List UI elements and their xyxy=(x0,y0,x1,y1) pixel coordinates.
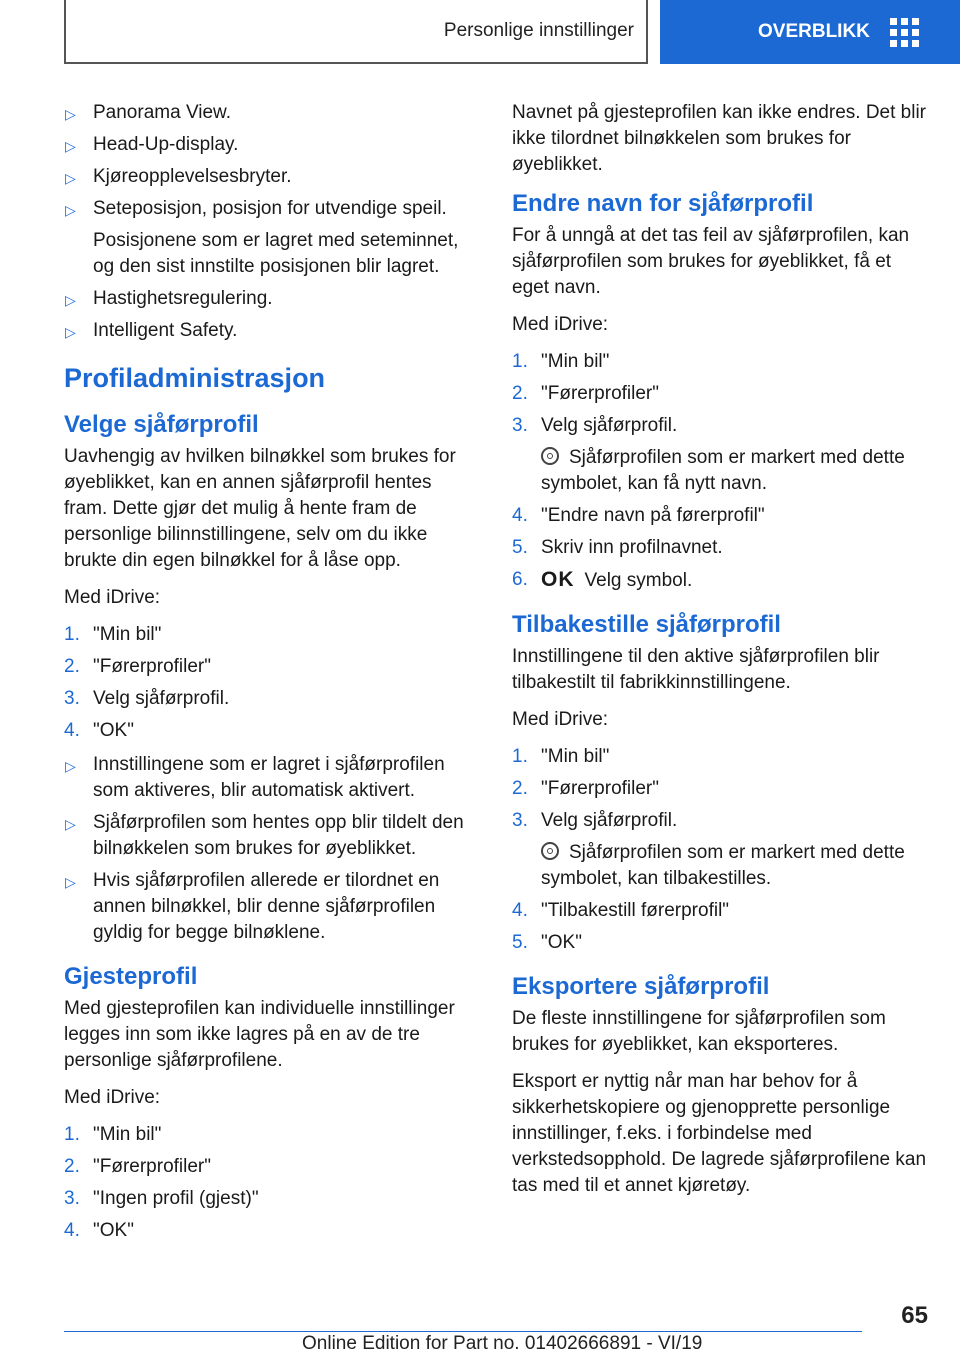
export-paragraph-2: Eksport er nyttig når man har behov for å sikkerhetskopiere og gjenopprette personlige innstillinger, f.eks. i forbindelse med verkstedsopphold. De lagrede sjåførprofilene kan tas med til et annet kjøretøy. xyxy=(512,1071,927,1196)
list-item: 1. "Min bil" xyxy=(64,1124,162,1145)
rename-steps xyxy=(512,349,926,594)
list-item: 5. "OK" xyxy=(512,932,582,953)
grid-menu-icon xyxy=(890,18,919,47)
list-item: ▷ Intelligent Safety. xyxy=(64,318,478,344)
select-steps xyxy=(64,622,478,744)
list-item: 2. "Førerprofiler" xyxy=(64,656,211,677)
heading-select-profile: Velge sjåførprofil xyxy=(64,411,259,438)
reset-step-note: Sjåførprofilen som er markert med dette symbolet, kan tilbakestilles. xyxy=(541,842,905,889)
list-item: ▷ Hvis sjåførprofilen allerede er tilordnet en annen bilnøkkel, blir denne sjåførprofilen gyldig for begge bilnøklene. xyxy=(65,870,440,943)
list-item: 2. "Førerprofiler" xyxy=(64,1156,211,1177)
edition-text: Online Edition for Part no. 01402666891 - VI/19 xyxy=(302,1333,703,1354)
left-column xyxy=(64,100,478,1252)
list-item: ▷ Panorama View. xyxy=(64,100,478,126)
triangle-bullet-icon: ▷ xyxy=(65,106,76,122)
select-intro: Uavhengig av hvilken bilnøkkel som brukes for øyeblikket, kan en annen sjåførprofil hentes fram. Dette gjør det mulig å hente fram de personlige bilinnstillingene, selv om du ikke brukte din egen bilnøkkel for å låse opp. xyxy=(64,446,456,571)
list-item: 2. "Førerprofiler" xyxy=(512,383,659,404)
reset-steps xyxy=(512,744,926,956)
triangle-bullet-icon: ▷ xyxy=(65,170,76,186)
list-item: ▷ Innstillingene som er lagret i sjåførprofilen som aktiveres, blir automatisk aktivert. xyxy=(65,754,445,801)
ok-icon: OK xyxy=(541,568,575,591)
list-item: ▷ Head-Up-display. xyxy=(64,132,478,158)
list-item: 6. OK Velg symbol. xyxy=(512,568,693,591)
guest-intro: Med gjesteprofilen kan individuelle innstillinger legges inn som ikke lagres på en av de tre personlige sjåførprofilene. xyxy=(64,998,455,1071)
heading-rename-profile: Endre navn for sjåførprofil xyxy=(512,190,814,217)
triangle-bullet-icon: ▷ xyxy=(65,292,76,308)
idrive-label: Med iDrive: xyxy=(512,709,609,730)
list-item: 4. "OK" xyxy=(64,1220,134,1241)
feature-list xyxy=(64,100,478,344)
heading-profile-admin: Profiladministrasjon xyxy=(64,363,326,393)
reset-intro: Innstillingene til den aktive sjåførprofilen blir tilbakestilt til fabrikkinnstillingene. xyxy=(512,646,880,693)
list-item: 3. Velg sjåførprofil. xyxy=(64,688,230,709)
triangle-bullet-icon: ▷ xyxy=(65,138,76,154)
list-item: 1. "Min bil" xyxy=(512,746,610,767)
export-paragraph-1: De fleste innstillingene for sjåførprofilen som brukes for øyeblikket, kan eksporteres. xyxy=(512,1008,886,1055)
right-column xyxy=(512,100,926,1210)
triangle-bullet-icon: ▷ xyxy=(65,758,76,774)
list-item: ▷ Hastighetsregulering. xyxy=(64,286,478,312)
triangle-bullet-icon: ▷ xyxy=(65,874,76,890)
list-item: 4. "OK" xyxy=(64,720,134,741)
heading-reset-profile: Tilbakestille sjåførprofil xyxy=(512,611,781,638)
guest-steps xyxy=(64,1122,478,1244)
heading-guest-profile: Gjesteprofil xyxy=(64,963,198,990)
list-item: 4. "Endre navn på førerprofil" xyxy=(512,505,765,526)
list-item: 4. "Tilbakestill førerprofil" xyxy=(512,900,730,921)
guest-note: Navnet på gjesteprofilen kan ikke endres. Det blir ikke tilordnet bilnøkkelen som brukes for øyeblikket. xyxy=(512,102,927,175)
rename-intro: For å unngå at det tas feil av sjåførprofilen, kan sjåførprofilen som brukes for øyeblikket, få et eget navn. xyxy=(512,225,910,298)
overview-button[interactable] xyxy=(660,0,960,64)
heading-export-profile: Eksportere sjåførprofil xyxy=(512,973,770,1000)
section-title: Personlige innstillinger xyxy=(443,20,634,41)
page-number: 65 xyxy=(901,1302,928,1329)
list-item: 2. "Førerprofiler" xyxy=(512,778,659,799)
seat-note: Posisjonene som er lagret med seteminnet, og den sist innstilte posisjonen blir lagret. xyxy=(93,230,459,277)
list-item: 1. "Min bil" xyxy=(64,624,162,645)
triangle-bullet-icon: ▷ xyxy=(65,202,76,218)
list-item: ▷ Seteposisjon, posisjon for utvendige speil. Posisjonene som er lagret med seteminnet, og den sist innstilte posisjonen blir lagret. xyxy=(64,196,478,280)
gear-icon xyxy=(541,842,559,860)
idrive-label: Med iDrive: xyxy=(64,587,161,608)
idrive-label: Med iDrive: xyxy=(64,1087,161,1108)
select-notes xyxy=(64,752,478,946)
list-item: 3. Velg sjåførprofil. Sjåførprofilen som er markert med dette symbolet, kan få nytt navn. xyxy=(512,415,905,494)
rename-step-note: Sjåførprofilen som er markert med dette symbolet, kan få nytt navn. xyxy=(541,447,905,494)
triangle-bullet-icon: ▷ xyxy=(65,816,76,832)
section-header xyxy=(64,0,648,64)
list-item: ▷ Sjåførprofilen som hentes opp blir tildelt den bilnøkkelen som brukes for øyeblikket. xyxy=(65,812,464,859)
footer-divider xyxy=(64,1331,862,1332)
gear-icon xyxy=(541,447,559,465)
list-item: 3. Velg sjåførprofil. Sjåførprofilen som er markert med dette symbolet, kan tilbakestilles. xyxy=(512,810,905,889)
overview-label: OVERBLIKK xyxy=(758,21,870,42)
list-item: 1. "Min bil" xyxy=(512,351,610,372)
list-item: 5. Skriv inn profilnavnet. xyxy=(512,537,723,558)
list-item: 3. "Ingen profil (gjest)" xyxy=(64,1188,259,1209)
list-item: ▷ Kjøreopplevelsesbryter. xyxy=(64,164,478,190)
triangle-bullet-icon: ▷ xyxy=(65,324,76,340)
idrive-label: Med iDrive: xyxy=(512,314,609,335)
